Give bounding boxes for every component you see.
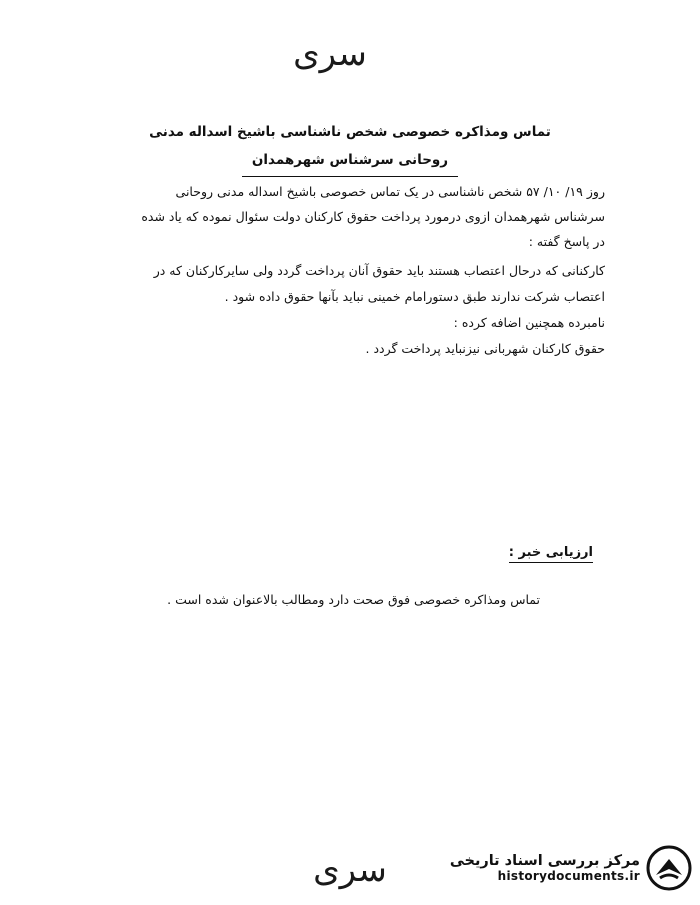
evaluation-text: تماس ومذاکره خصوصی فوق صحت دارد ومطالب بالاعنوان شده است .	[167, 592, 540, 607]
body-line: سرشناس شهرهمدان ازوی درمورد پرداخت حقوق کارکنان دولت سئوال نموده که یاد شده	[141, 209, 605, 224]
classification-stamp-top: سری	[293, 34, 367, 74]
body-line: حقوق کارکنان شهربانی نیزنباید پرداخت گردد .	[365, 341, 605, 356]
watermark-title: مرکز بررسی اسناد تاریخی	[449, 853, 640, 869]
body-line: کارکنانی که درحال اعتصاب هستند باید حقوق آنان پرداخت گردد ولی سایرکارکنان که در	[153, 263, 605, 278]
evaluation-heading: ارزیابی خبر :	[509, 545, 593, 560]
document-title	[140, 118, 560, 177]
title-line-1: تماس ومذاکره خصوصی شخص ناشناسی باشیخ اسداله مدنی	[149, 124, 551, 140]
classification-stamp-bottom: سری	[313, 850, 387, 890]
title-line-2: روحانی سرشناس شهرهمدان	[242, 146, 458, 177]
body-line: نامبرده همچنین اضافه کرده :	[453, 315, 605, 330]
watermark-site: historydocuments.ir	[497, 869, 640, 883]
document-body	[65, 182, 605, 359]
body-line: در پاسخ گفته :	[528, 234, 605, 249]
body-line: روز ۱۹/ ۱۰/ ۵۷ شخص ناشناسی در یک تماس خصوصی باشیخ اسداله مدنی روحانی	[175, 184, 605, 199]
archive-watermark	[420, 840, 692, 896]
book-emblem-icon	[646, 845, 692, 891]
body-line: اعتصاب شرکت ندارند طبق دستورامام خمینی نباید بآنها حقوق داده شود .	[224, 289, 605, 304]
